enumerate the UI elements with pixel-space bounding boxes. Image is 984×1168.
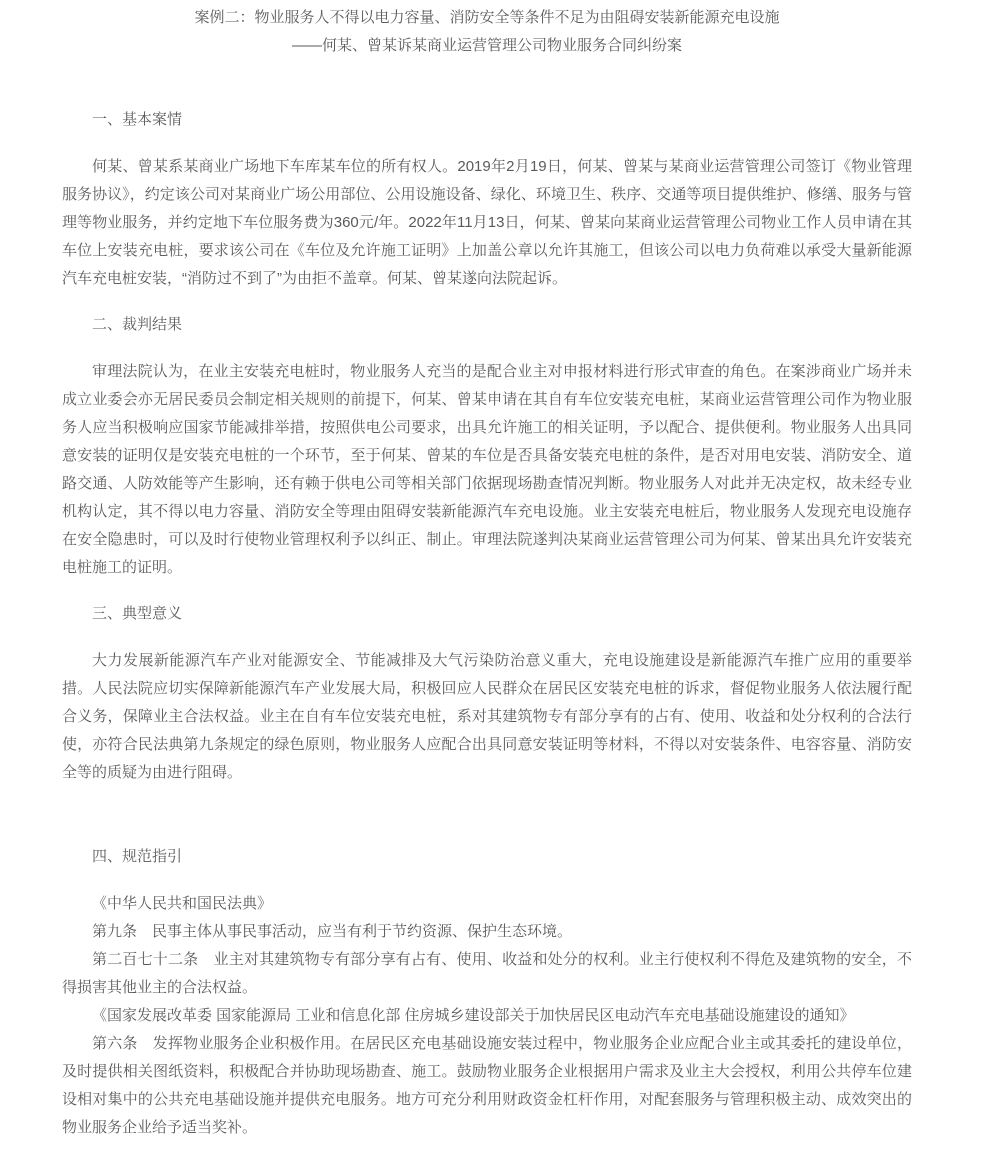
citation-civil-code-title: 《中华人民共和国民法典》 bbox=[92, 895, 273, 912]
paragraph-judgment-result: 审理法院认为，在业主安装充电桩时，物业服务人充当的是配合业主对申报材料进行形式审查的角色。在案涉商业广场并未成立业委会亦无居民委员会制定相关规则的前提下，何某、曾某申请在其自有车位安装充电桩，某商业运营管理公司作为物业服务人应当积极响应国家节能减排举措，按照供电公司要求，出具允许施工的相关证明，予以配合、提供便利。物业服务人出具同意安装的证明仅是安装充电桩的一个环节，至于何某、曾某的车位是否具备安装充电桩的条件，是否对用电安装、消防安全、道路交通、人防效能等产生影响，还有赖于供电公司等相关部门依据现场勘查情况判断。物业服务人对此并无决定权，故未经专业机构认定，其不得以电力容量、消防安全等理由阻碍安装新能源汽车充电设施。业主安装充电桩后，物业服务人发现充电设施存在安全隐患时，可以及时行使物业管理权利予以纠正、制止。审理法院遂判决某商业运营管理公司为何某、曾某出具允许安装充电桩施工的证明。 bbox=[62, 363, 912, 576]
paragraph-basic-facts: 何某、曾某系某商业广场地下车库某车位的所有权人。2019年2月19日，何某、曾某与某商业运营管理公司签订《物业管理服务协议》，约定该公司对某商业广场公用部位、公用设施设备、绿化、环境卫生、秩序、交通等项目提供维护、修缮、服务与管理等物业服务，并约定地下车位服务费为360元/年。2022年11月13日，何某、曾某向某商业运营管理公司物业工作人员申请在其车位上安装充电桩，要求该公司在《车位及允许施工证明》上加盖公章以允许其施工，但该公司以电力负荷难以承受大量新能源汽车充电桩安装，“消防过不到了”为由拒不盖章。何某、曾某遂向法院起诉。 bbox=[62, 158, 912, 287]
section-judgment-result bbox=[62, 311, 912, 582]
section-normative-guidance bbox=[62, 843, 912, 1142]
section-heading-typical-significance: 三、典型意义 bbox=[92, 605, 183, 622]
section-heading-judgment-result: 二、裁判结果 bbox=[92, 316, 183, 333]
document-title bbox=[62, 4, 912, 60]
citation-notice-article-6: 第六条 发挥物业服务企业积极作用。在居民区充电基础设施安装过程中，物业服务企业应配合业主或其委托的建设单位，及时提供相关图纸资料，积极配合并协助现场勘查、施工。鼓励物业服务企业根据用户需求及业主大会授权，利用公共停车位建设相对集中的公共充电基础设施并提供充电服务。地方可充分利用财政资金杠杆作用，对配套服务与管理积极主动、成效突出的物业服务企业给予适当奖补。 bbox=[62, 1035, 912, 1136]
section-basic-facts bbox=[62, 106, 912, 293]
case-document bbox=[62, 4, 912, 1142]
section-heading-basic-facts: 一、基本案情 bbox=[92, 111, 183, 128]
document-title-line-1: 案例二：物业服务人不得以电力容量、消防安全等条件不足为由阻碍安装新能源充电设施 bbox=[194, 9, 780, 26]
document-title-line-2: ——何某、曾某诉某商业运营管理公司物业服务合同纠纷案 bbox=[291, 37, 682, 54]
citation-civil-code-article-272: 第二百七十二条 业主对其建筑物专有部分享有占有、使用、收益和处分的权利。业主行使权利不得危及建筑物的安全，不得损害其他业主的合法权益。 bbox=[62, 951, 912, 996]
citation-notice-title: 《国家发展改革委 国家能源局 工业和信息化部 住房城乡建设部关于加快居民区电动汽车充电基础设施建设的通知》 bbox=[92, 1007, 855, 1024]
citation-civil-code-article-9: 第九条 民事主体从事民事活动，应当有利于节约资源、保护生态环境。 bbox=[92, 923, 573, 940]
paragraph-typical-significance: 大力发展新能源汽车产业对能源安全、节能减排及大气污染防治意义重大，充电设施建设是新能源汽车推广应用的重要举措。人民法院应切实保障新能源汽车产业发展大局，积极回应人民群众在居民区安装充电桩的诉求，督促物业服务人依法履行配合义务，保障业主合法权益。业主在自有车位安装充电桩，系对其建筑物专有部分享有的占有、使用、收益和处分权利的合法行使，亦符合民法典第九条规定的绿色原则，物业服务人应配合出具同意安装证明等材料，不得以对安装条件、电容容量、消防安全等的质疑为由进行阻碍。 bbox=[62, 652, 912, 781]
section-typical-significance bbox=[62, 600, 912, 787]
section-heading-normative-guidance: 四、规范指引 bbox=[92, 848, 183, 865]
